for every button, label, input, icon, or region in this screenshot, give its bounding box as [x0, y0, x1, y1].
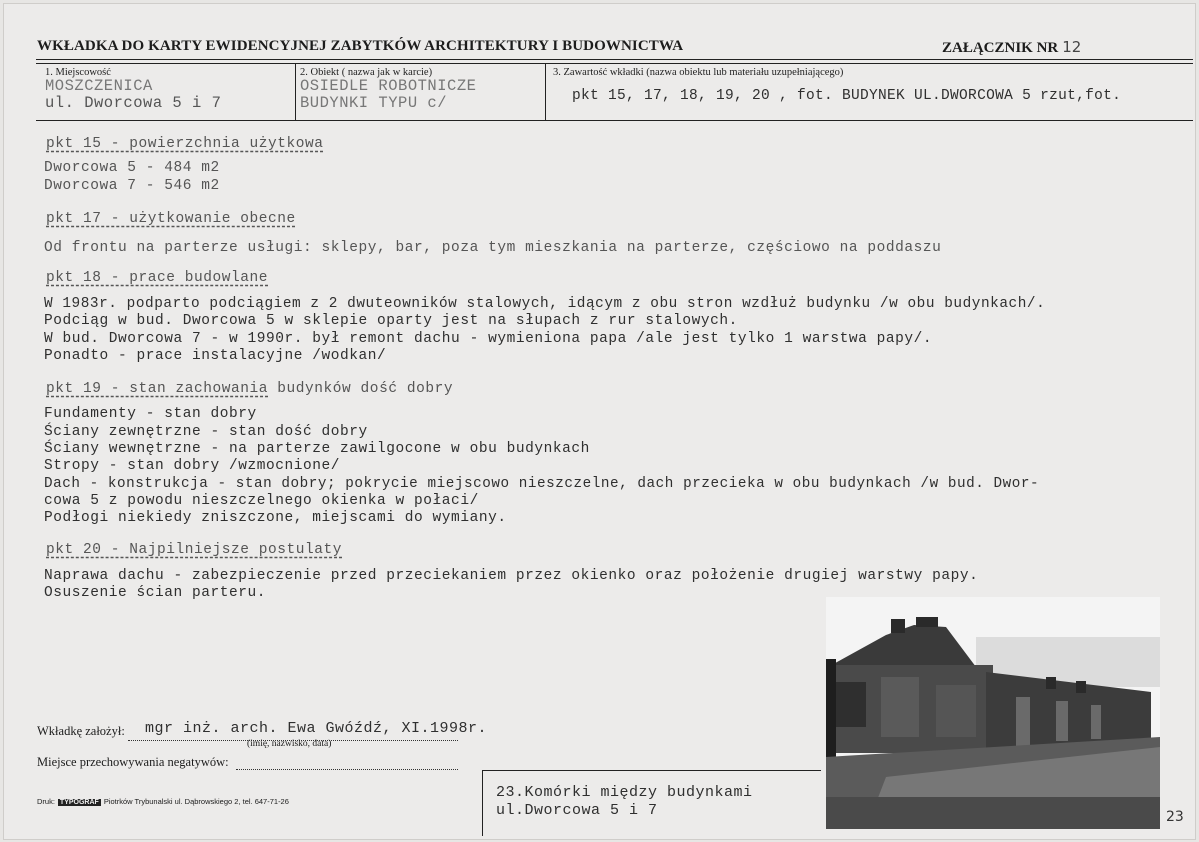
section-18-line-1: W 1983r. podparto podciągiem z 2 dwuteowników stalowych, idącym z obu stron wzdłuż budynku /w obu budynkach/.: [44, 296, 1046, 312]
building-photo-image: [826, 597, 1160, 829]
section-19-line-2: Ściany zewnętrzne - stan dość dobry: [44, 424, 368, 440]
box2-label: 2. Obiekt ( nazwa jak w karcie): [300, 67, 433, 78]
annex-number: 12: [1062, 38, 1082, 56]
section-20-line-2: Osuszenie ścian parteru.: [44, 585, 267, 601]
card-title: WKŁADKA DO KARTY EWIDENCYJNEJ ZABYTKÓW ARCHITEKTURY I BUDOWNICTWA: [37, 38, 684, 54]
header-rule-bottom: [36, 120, 1193, 121]
section-19-line-1: Fundamenty - stan dobry: [44, 406, 257, 422]
photo-number: 23: [1166, 809, 1184, 825]
box3-contents: pkt 15, 17, 18, 19, 20 , fot. BUDYNEK UL.DWORCOWA 5 rzut,fot.: [572, 88, 1122, 104]
print-text: Piotrków Trybunalski ul. Dąbrowskiego 2, tel. 647-71-26: [103, 797, 289, 806]
building-photo: [826, 597, 1160, 829]
photo-caption-line-1: 23.Komórki między budynkami: [496, 784, 753, 801]
print-label: Druk:: [37, 797, 55, 806]
section-19-heading-row: [46, 381, 453, 397]
section-18-line-3: W bud. Dworcowa 7 - w 1990r. był remont dachu - wymieniona papa /ale jest tylko 1 warstwa papy/.: [44, 331, 933, 347]
section-19-line-6: cowa 5 z powodu nieszczelnego okienka w połaci/: [44, 493, 479, 509]
author-value: mgr inż. arch. Ewa Gwóźdź, XI.1998r.: [145, 720, 488, 737]
box1-locality: MOSZCZENICA: [45, 77, 153, 95]
box2-building-type: BUDYNKI TYPU c/: [300, 94, 448, 112]
annex-label-text: ZAŁĄCZNIK NR: [942, 40, 1059, 56]
header-rule-top: [36, 59, 1193, 60]
section-15-line-2: Dworcowa 7 - 546 m2: [44, 178, 220, 194]
section-15-heading: pkt 15 - powierzchnia użytkowa: [46, 136, 324, 152]
storage-dotted-line: [236, 769, 458, 770]
header-rule-top-2: [36, 63, 1193, 64]
section-19-line-5: Dach - konstrukcja - stan dobry; pokrycie miejscowo nieszczelne, dach przecieka w obu budynkach /w bud. Dwor-: [44, 476, 1040, 492]
box1-street: ul. Dworcowa 5 i 7: [45, 94, 222, 112]
author-label: Wkładkę założył:: [37, 724, 125, 738]
section-19-line-4: Stropy - stan dobry /wzmocnione/: [44, 458, 341, 474]
section-17-heading: pkt 17 - użytkowanie obecne: [46, 211, 296, 227]
annex-label: [942, 38, 1081, 57]
box-divider-2: [545, 63, 546, 120]
section-19-line-3: Ściany wewnętrzne - na parterze zawilgocone w obu budynkach: [44, 441, 590, 457]
section-20-line-1: Naprawa dachu - zabezpieczenie przed przeciekaniem przez okienko oraz położenie drugiej warstwy papy.: [44, 568, 979, 584]
section-15-line-1: Dworcowa 5 - 484 m2: [44, 160, 220, 176]
section-19-heading: pkt 19 - stan zachowania: [46, 381, 269, 397]
print-imprint: [37, 797, 289, 806]
printer-logo: TYPOGRAF: [59, 799, 99, 806]
section-18-line-2: Podciąg w bud. Dworcowa 5 w sklepie oparty jest na słupach z rur stalowych.: [44, 313, 738, 329]
section-19-heading-suffix: budynków dość dobry: [268, 381, 454, 397]
section-20-heading: pkt 20 - Najpilniejsze postulaty: [46, 542, 343, 558]
section-18-line-4: Ponadto - prace instalacyjne /wodkan/: [44, 348, 387, 364]
storage-label: Miejsce przechowywania negatywów:: [37, 755, 229, 769]
section-19-line-7: Podłogi niekiedy zniszczone, miejscami do wymiany.: [44, 510, 507, 526]
box3-label: 3. Zawartość wkładki (nazwa obiektu lub materiału uzupełniającego): [553, 67, 844, 78]
section-18-heading: pkt 18 - prace budowlane: [46, 270, 269, 286]
author-hint: (imię, nazwisko, data): [247, 739, 332, 749]
section-17-line-1: Od frontu na parterze usługi: sklepy, bar, poza tym mieszkania na parterze, częściowo na poddaszu: [44, 240, 942, 256]
box-divider-1: [295, 63, 296, 120]
box2-object: OSIEDLE ROBOTNICZE: [300, 77, 477, 95]
photo-caption-line-2: ul.Dworcowa 5 i 7: [496, 802, 658, 819]
box1-label: 1. Miejscowość: [45, 67, 111, 78]
